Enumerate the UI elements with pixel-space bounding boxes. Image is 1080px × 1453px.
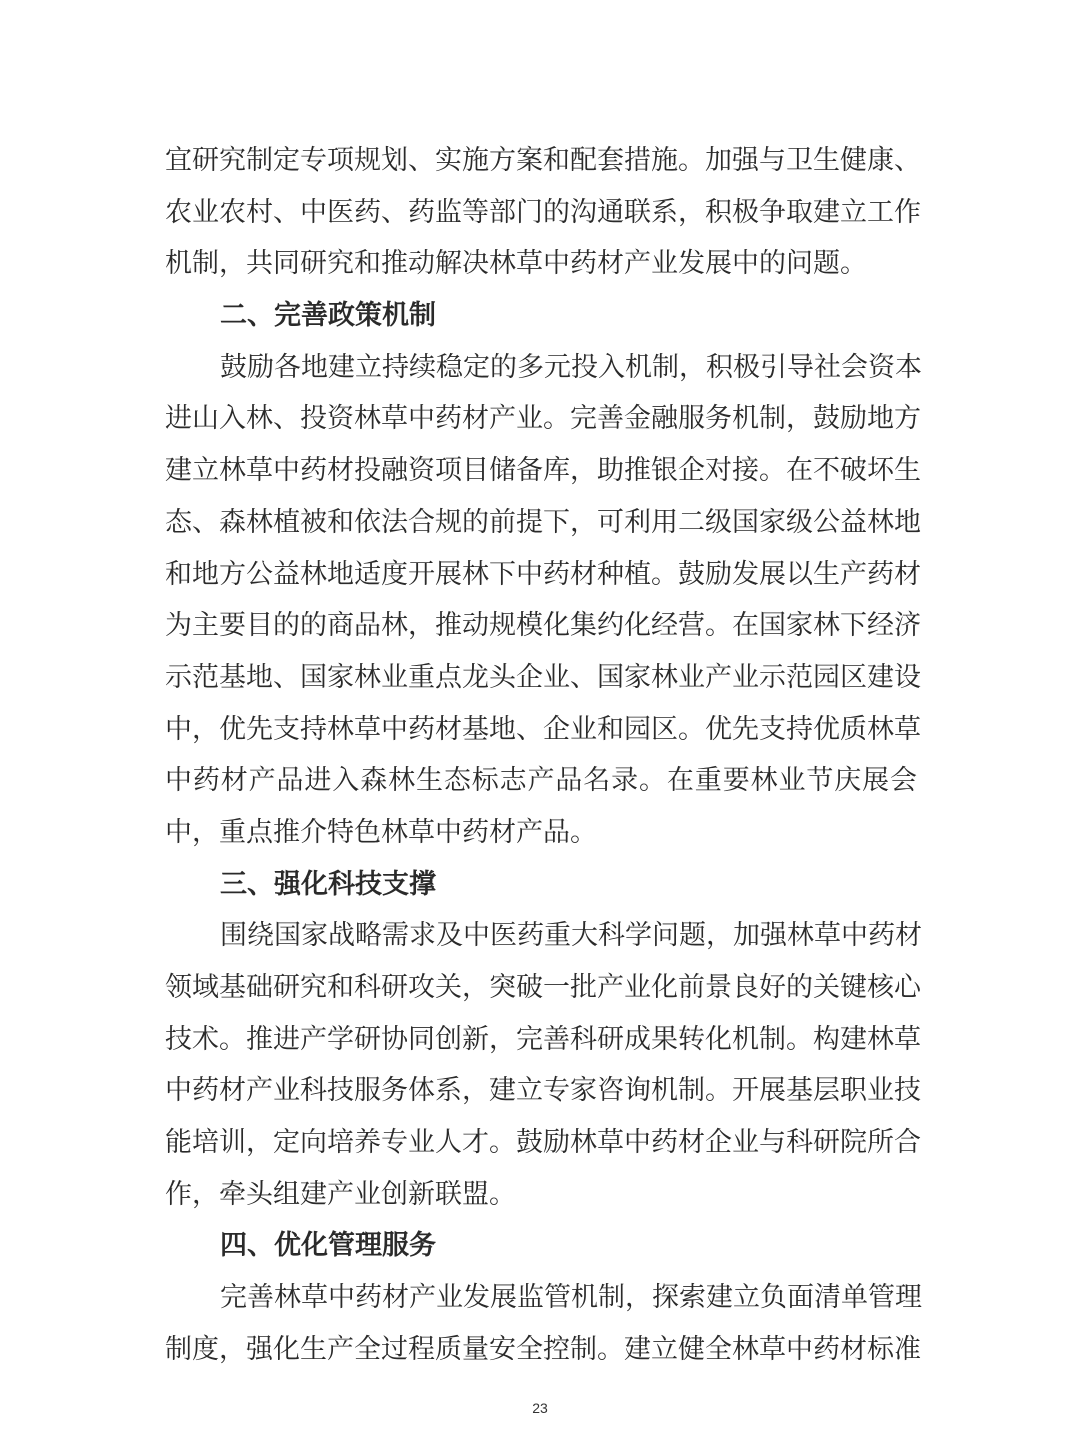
paragraph-line: 中，重点推介特色林草中药材产品。 <box>165 816 597 848</box>
paragraph-line: 完善林草中药材产业发展监管机制，探索建立负面清单管理 <box>220 1282 922 1314</box>
paragraph-line: 鼓励各地建立持续稳定的多元投入机制，积极引导社会资本 <box>220 351 922 383</box>
paragraph-line: 进山入林、投资林草中药材产业。完善金融服务机制，鼓励地方 <box>165 403 921 435</box>
paragraph-line: 和地方公益林地适度开展林下中药材种植。鼓励发展以生产药材 <box>165 558 921 590</box>
paragraph-line: 中药材产业科技服务体系，建立专家咨询机制。开展基层职业技 <box>165 1075 921 1107</box>
paragraph-line: 宜研究制定专项规划、实施方案和配套措施。加强与卫生健康、 <box>165 145 921 176</box>
paragraph-line: 技术。推进产学研协同创新，完善科研成果转化机制。构建林草 <box>165 1023 921 1055</box>
section-heading: 三、强化科技支撑 <box>220 868 436 900</box>
page-number: 23 <box>532 1400 548 1416</box>
section-heading: 四、优化管理服务 <box>220 1230 436 1262</box>
paragraph-line: 中，优先支持林草中药材基地、企业和园区。优先支持优质林草 <box>165 713 921 745</box>
paragraph-line: 态、森林植被和依法合规的前提下，可利用二级国家级公益林地 <box>165 506 921 538</box>
section-heading: 二、完善政策机制 <box>220 300 436 332</box>
paragraph-line: 示范基地、国家林业重点龙头企业、国家林业产业示范园区建设 <box>165 661 921 693</box>
paragraph-line: 为主要目的的商品林，推动规模化集约化经营。在国家林下经济 <box>165 610 921 642</box>
paragraph-line: 围绕国家战略需求及中医药重大科学问题，加强林草中药材 <box>220 920 922 952</box>
paragraph-line: 领域基础研究和科研攻关，突破一批产业化前景良好的关键核心 <box>165 972 921 1003</box>
paragraph-line: 农业农村、中医药、药监等部门的沟通联系，积极争取建立工作 <box>165 196 921 228</box>
paragraph-line: 能培训，定向培养专业人才。鼓励林草中药材企业与科研院所合 <box>165 1127 921 1159</box>
paragraph-line: 建立林草中药材投融资项目储备库，助推银企对接。在不破坏生 <box>165 455 921 487</box>
paragraph-line: 机制，共同研究和推动解决林草中药材产业发展中的问题。 <box>165 248 867 280</box>
paragraph-line: 中药材产品进入森林生态标志产品名录。在重要林业节庆展会 <box>165 765 917 797</box>
document-body <box>165 135 922 1376</box>
paragraph-line: 作，牵头组建产业创新联盟。 <box>165 1178 516 1210</box>
paragraph-line: 制度，强化生产全过程质量安全控制。建立健全林草中药材标准 <box>165 1333 921 1365</box>
